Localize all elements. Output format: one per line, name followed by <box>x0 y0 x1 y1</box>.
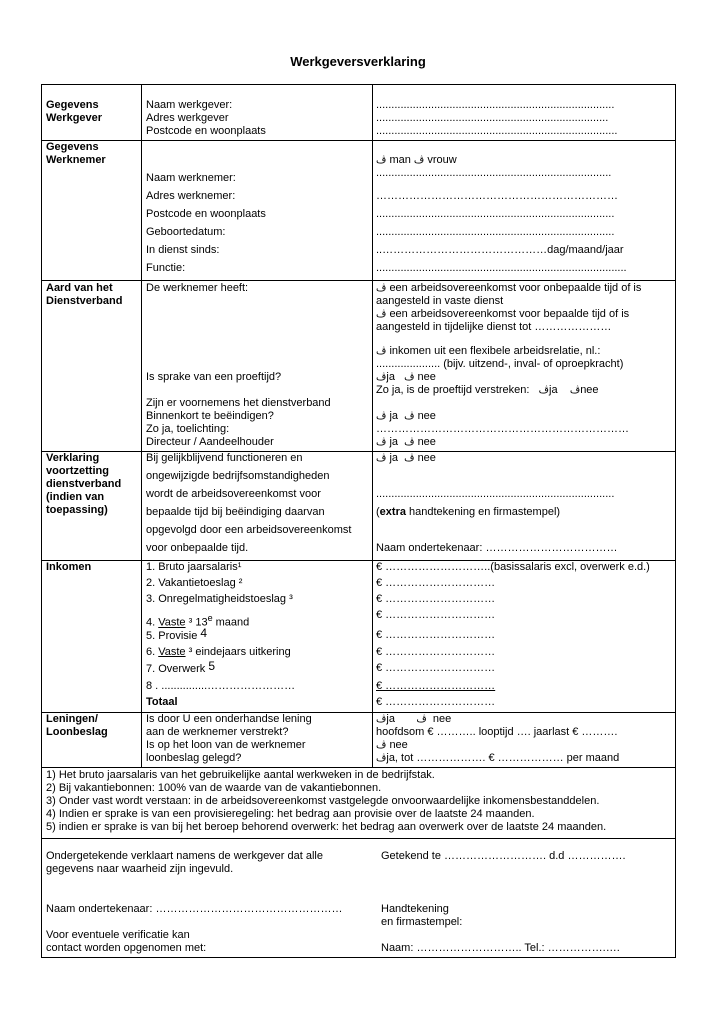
question-lening-line2: aan de werknemer verstrekt? <box>146 726 289 738</box>
werknemer-field-postcode: Postcode en woonplaats <box>146 208 266 220</box>
werkgever-value-adres[interactable]: ............................................................................ <box>376 112 609 124</box>
proeftijd-options: ڤja ڤ nee <box>376 371 436 383</box>
checkbox-icon[interactable]: ڤ <box>404 437 415 448</box>
toelichting-value[interactable]: …………………………………………………………… <box>376 423 629 435</box>
getekend-te[interactable]: Getekend te ………………………. d.d ……………. <box>381 850 626 862</box>
inkomen-item: 6. Vaste ³ eindejaars uitkering <box>146 646 291 658</box>
column-divider <box>372 85 373 767</box>
checkbox-icon[interactable]: ڤ <box>376 411 387 422</box>
question-loonbeslag-line2: loonbeslag gelegd? <box>146 752 242 764</box>
inkomen-heading: Inkomen <box>46 561 92 573</box>
question-werknemer-heeft: De werknemer heeft: <box>146 282 249 294</box>
checkbox-icon[interactable]: ڤ <box>376 283 387 294</box>
werknemer-field-naam: Naam werknemer: <box>146 172 236 184</box>
checkbox-icon[interactable]: ڤ <box>376 372 387 383</box>
question-toelichting: Zo ja, toelichting: <box>146 423 230 435</box>
option-flexibel: ڤ inkomen uit een flexibele arbeidsrelatie, nl.: <box>376 345 601 357</box>
question-directeur: Directeur / Aandeelhouder <box>146 436 274 448</box>
checkbox-icon[interactable]: ڤ <box>416 714 427 725</box>
footnote: 4) Indien er sprake is van een provisieregeling: het bedrag aan provisie over de laatste 24 maanden. <box>46 808 535 820</box>
inkomen-value[interactable]: € ………………………… <box>376 609 496 621</box>
option-bepaalde-tijd-line2: aangesteld in tijdelijke dienst tot ………………… <box>376 321 612 333</box>
loonbeslag-nee: ڤ nee <box>376 739 408 751</box>
inkomen-totaal: Totaal <box>146 696 178 708</box>
werknemer-field-adres: Adres werknemer: <box>146 190 236 202</box>
option-onbepaalde-tijd-line2: aangesteld in vaste dienst <box>376 295 504 307</box>
checkbox-icon[interactable]: ڤ <box>404 453 415 464</box>
werkgever-value-postcode[interactable]: ............................................................................... <box>376 125 618 137</box>
werknemer-value-indienst[interactable]: ..………………………………………dag/maand/jaar <box>376 244 624 256</box>
option-flexibel-line2: ..................... (bijv. uitzend-, inval- of oproepkracht) <box>376 358 624 370</box>
lening-hoofdsom[interactable]: hoofdsom € ……….. looptijd …. jaarlast € ………. <box>376 726 618 738</box>
gender-options: ڤ man ڤ vrouw <box>376 154 457 166</box>
directeur-options: ڤ ja ڤ nee <box>376 436 436 448</box>
voortzetting-text: opgevolgd door een arbeidsovereenkomst <box>146 524 352 536</box>
inkomen-value[interactable]: € ………………………… <box>376 577 496 589</box>
beeindigen-options: ڤ ja ڤ nee <box>376 410 436 422</box>
verificatie-label-line2: contact worden opgenomen met: <box>46 942 207 954</box>
question-proeftijd: Is sprake van een proeftijd? <box>146 371 282 383</box>
proeftijd-verstreken: Zo ja, is de proeftijd verstreken: ڤja ڤnee <box>376 384 599 396</box>
row-divider <box>42 712 675 713</box>
voortzetting-heading: Verklaring voortzetting dienstverband (indien van toepassing) <box>46 452 122 516</box>
voortzetting-text: Bij gelijkblijvend functioneren en <box>146 452 303 464</box>
page-title: Werkgeversverklaring <box>290 54 426 69</box>
checkbox-icon[interactable]: ڤ <box>376 714 387 725</box>
inkomen-item: 1. Bruto jaarsalaris¹ <box>146 561 242 573</box>
checkbox-icon[interactable]: ڤ <box>376 740 387 751</box>
werknemer-value-postcode[interactable]: .............................................................................. <box>376 208 615 220</box>
voortzetting-text: ongewijzigde bedrijfsomstandigheden <box>146 470 330 482</box>
werknemer-field-indienst: In dienst sinds: <box>146 244 220 256</box>
gender-value[interactable]: ............................................................................. <box>376 167 612 179</box>
checkbox-icon[interactable]: ڤ <box>413 155 425 166</box>
werkgever-value-naam[interactable]: .............................................................................. <box>376 99 615 111</box>
declaration-line2: gegevens naar waarheid zijn ingevuld. <box>46 863 234 875</box>
column-divider <box>141 85 142 767</box>
inkomen-item: 7. Overwerk 5 <box>146 659 216 675</box>
werkgever-field-naam: Naam werkgever: <box>146 99 233 111</box>
werknemer-value-geboortedatum[interactable]: .............................................................................. <box>376 226 615 238</box>
option-onbepaalde-tijd: ڤ een arbeidsovereenkomst voor onbepaalde tijd of is <box>376 282 642 294</box>
checkbox-icon[interactable]: ڤ <box>376 437 387 448</box>
dienstverband-heading: Aard van het Dienstverband <box>46 282 123 307</box>
voortzetting-text: wordt de arbeidsovereenkomst voor <box>146 488 321 500</box>
loonbeslag-ja: ڤja, tot ………………. € ……………… per maand <box>376 752 620 764</box>
inkomen-item: 8 . ...............…………………… <box>146 680 296 692</box>
inkomen-value[interactable]: € ………………………… <box>376 646 496 658</box>
verificatie-label: Voor eventuele verificatie kan <box>46 929 190 941</box>
werkgever-heading: Gegevens Werkgever <box>46 99 103 124</box>
checkbox-icon[interactable]: ڤ <box>376 753 387 764</box>
inkomen-value[interactable]: € ………………………… <box>376 662 496 674</box>
checkbox-icon[interactable]: ڤ <box>569 385 581 396</box>
row-divider <box>42 767 675 768</box>
werknemer-field-functie: Functie: <box>146 262 186 274</box>
checkbox-icon[interactable]: ڤ <box>376 309 387 320</box>
checkbox-icon[interactable]: ڤ <box>376 346 387 357</box>
inkomen-item: 2. Vakantietoeslag ² <box>146 577 243 589</box>
checkbox-icon[interactable]: ڤ <box>376 453 387 464</box>
werknemer-heading: Gegevens Werknemer <box>46 141 106 166</box>
contact-naam-tel[interactable]: Naam: ……………………….. Tel.: …………….…. <box>381 942 620 954</box>
inkomen-item: 5. Provisie 4 <box>146 626 208 642</box>
row-divider <box>42 280 675 281</box>
checkbox-icon[interactable]: ڤ <box>404 372 415 383</box>
row-divider <box>42 838 675 839</box>
checkbox-icon[interactable]: ڤ <box>404 411 415 422</box>
question-loonbeslag: Is op het loon van de werknemer <box>146 739 306 751</box>
inkomen-item: 4. Vaste ³ 13e maand <box>146 613 250 629</box>
werkgever-field-adres: Adres werkgever <box>146 112 229 124</box>
checkbox-icon[interactable]: ڤ <box>376 155 387 166</box>
voortzetting-text: bepaalde tijd bij beëindiging daarvan <box>146 506 325 518</box>
voortzetting-options: ڤ ja ڤ nee <box>376 452 436 464</box>
extra-handtekening: (extra handtekening en firmastempel) <box>376 506 561 518</box>
voortzetting-naam[interactable]: Naam ondertekenaar: ……………………………… <box>376 542 618 554</box>
inkomen-totaal-value[interactable]: € ………………………… <box>376 696 496 708</box>
inkomen-item: 3. Onregelmatigheidstoeslag ³ <box>146 593 293 605</box>
option-bepaalde-tijd: ڤ een arbeidsovereenkomst voor bepaalde tijd of is <box>376 308 630 320</box>
question-beeindigen-line2: Binnenkort te beëindigen? <box>146 410 274 422</box>
werkgever-field-postcode: Postcode en woonplaats <box>146 125 266 137</box>
voortzetting-signature-line[interactable]: .............................................................................. <box>376 488 615 500</box>
firmastempel-label: en firmastempel: <box>381 916 463 928</box>
leningen-heading: Leningen/ Loonbeslag <box>46 713 108 738</box>
question-beeindigen: Zijn er voornemens het dienstverband <box>146 397 331 409</box>
inkomen-value[interactable]: € ………………………..(basissalaris excl, overwerk e.d.) <box>376 561 650 573</box>
checkbox-icon[interactable]: ڤ <box>538 385 550 396</box>
werknemer-field-geboortedatum: Geboortedatum: <box>146 226 226 238</box>
inkomen-value[interactable]: € ………………………… <box>376 593 496 605</box>
lening-options: ڤja ڤ nee <box>376 713 452 725</box>
footnote: 2) Bij vakantiebonnen: 100% van de waarde van de vakantiebonnen. <box>46 782 382 794</box>
naam-ondertekenaar[interactable]: Naam ondertekenaar: …………………………………………… <box>46 903 343 915</box>
inkomen-value[interactable]: € ………………………… <box>376 629 496 641</box>
row-divider <box>42 140 675 141</box>
footnote: 3) Onder vast wordt verstaan: in de arbeidsovereenkomst vastgelegde onvoorwaardelijke inkomensbestanddelen. <box>46 795 600 807</box>
inkomen-value[interactable]: € ………………………… <box>376 680 496 692</box>
handtekening-label: Handtekening <box>381 903 449 915</box>
footnote: 5) indien er sprake is van bij het beroep behorend overwerk: het bedrag aan overwerk over de laatste 24 maanden. <box>46 821 607 833</box>
voortzetting-text: voor onbepaalde tijd. <box>146 542 249 554</box>
footnote: 1) Het bruto jaarsalaris van het gebruikelijke aantal werkweken in de bedrijfstak. <box>46 769 435 781</box>
declaration: Ondergetekende verklaart namens de werkgever dat alle <box>46 850 323 862</box>
werknemer-value-adres[interactable]: ………………………………………………………… <box>376 190 618 202</box>
question-lening: Is door U een onderhandse lening <box>146 713 312 725</box>
werknemer-value-functie[interactable]: .................................................................................. <box>376 262 627 274</box>
row-divider <box>42 451 675 452</box>
